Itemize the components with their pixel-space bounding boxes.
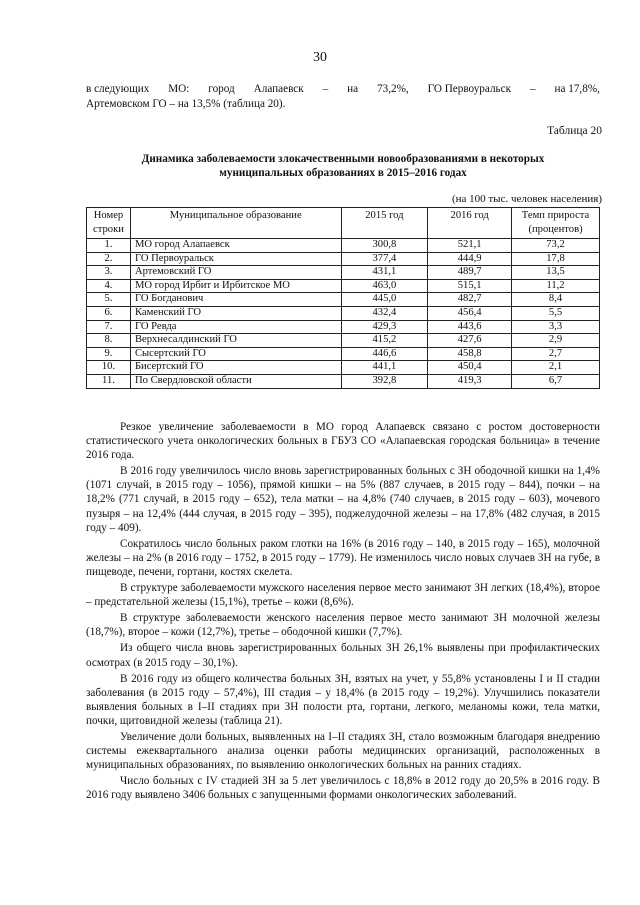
body-paragraph: В 2016 году из общего количества больных ЗН, взятых на учет, у 55,8% установлены I и II стадии заболевания (в 2015 году – 57,4%), III стадия – у 18,4% (в 2015 году – 19,2%). Улучшились показатели выявления больных в I–II стадиях при ЗН полости рта, гортани, легкого, меланомы кожи, тела матки, почки, щитовидной железы (таблица 21). (86, 672, 600, 727)
cell-growth-rate: 5,5 (512, 306, 600, 320)
cell-2016: 458,8 (428, 347, 512, 361)
cell-row-number: 5. (87, 293, 131, 307)
cell-growth-rate: 2,1 (512, 361, 600, 375)
cell-2015: 432,4 (341, 306, 428, 320)
header-2015: 2015 год (341, 208, 428, 239)
cell-municipality: Бисертский ГО (130, 361, 341, 375)
intro-word: город (208, 83, 235, 95)
cell-row-number: 3. (87, 266, 131, 280)
cell-2016: 456,4 (428, 306, 512, 320)
cell-2016: 482,7 (428, 293, 512, 307)
table-row (87, 361, 600, 375)
cell-2016: 427,6 (428, 334, 512, 348)
cell-2016: 443,6 (428, 320, 512, 334)
cell-2015: 392,8 (341, 374, 428, 388)
cell-growth-rate: 17,8 (512, 252, 600, 266)
cell-row-number: 4. (87, 279, 131, 293)
cell-2016: 444,9 (428, 252, 512, 266)
table-row (87, 239, 600, 253)
table-title-line-2: муниципальных образованиях в 2015–2016 годах (219, 167, 467, 179)
cell-2015: 445,0 (341, 293, 428, 307)
table-title (86, 152, 600, 180)
cell-2016: 419,3 (428, 374, 512, 388)
cell-municipality: ГО Богданович (130, 293, 341, 307)
cell-municipality: ГО Ревда (130, 320, 341, 334)
cell-growth-rate: 8,4 (512, 293, 600, 307)
cell-2015: 441,1 (341, 361, 428, 375)
header-growth-rate: Темп прироста (процентов) (512, 208, 600, 239)
cell-municipality: Верхнесалдинский ГО (130, 334, 341, 348)
intro-word: МО: (168, 83, 190, 95)
cell-2015: 300,8 (341, 239, 428, 253)
table-row (87, 374, 600, 388)
table-row (87, 334, 600, 348)
cell-growth-rate: 2,9 (512, 334, 600, 348)
table-header-row (87, 208, 600, 239)
intro-word: в следующих (86, 83, 150, 95)
table-body (87, 239, 600, 389)
cell-row-number: 1. (87, 239, 131, 253)
data-table (86, 207, 600, 389)
cell-growth-rate: 13,5 (512, 266, 600, 280)
cell-growth-rate: 11,2 (512, 279, 600, 293)
intro-line-2: Артемовском ГО – на 13,5% (таблица 20). (86, 98, 286, 110)
cell-row-number: 10. (87, 361, 131, 375)
cell-municipality: ГО Первоуральск (130, 252, 341, 266)
cell-growth-rate: 2,7 (512, 347, 600, 361)
cell-row-number: 2. (87, 252, 131, 266)
cell-row-number: 11. (87, 374, 131, 388)
body-paragraph: Увеличение доли больных, выявленных на I–II стадиях ЗН, стало возможным благодаря внедрению системы ежеквартального анализа оценки работы медицинских организаций, расположенных в муниципальных образованиях, по выявлению онкологических больных на ранних стадиях. (86, 730, 600, 772)
cell-row-number: 8. (87, 334, 131, 348)
intro-word: на 17,8%, (554, 83, 600, 95)
table-row (87, 252, 600, 266)
cell-2015: 415,2 (341, 334, 428, 348)
cell-row-number: 7. (87, 320, 131, 334)
table-row (87, 293, 600, 307)
table-row (87, 266, 600, 280)
intro-word: ГО Первоуральск (427, 83, 512, 95)
cell-municipality: По Свердловской области (130, 374, 341, 388)
table-row (87, 347, 600, 361)
cell-2015: 429,3 (341, 320, 428, 334)
cell-municipality: МО город Ирбит и Ирбитское МО (130, 279, 341, 293)
body-text (86, 420, 600, 804)
cell-growth-rate: 73,2 (512, 239, 600, 253)
table-row (87, 320, 600, 334)
intro-word: – (529, 83, 536, 95)
cell-2016: 515,1 (428, 279, 512, 293)
cell-growth-rate: 6,7 (512, 374, 600, 388)
cell-municipality: Артемовский ГО (130, 266, 341, 280)
table-row (87, 279, 600, 293)
cell-2015: 377,4 (341, 252, 428, 266)
body-paragraph: В структуре заболеваемости мужского населения первое место занимают ЗН легких (18,4%), второе – предстательной железы (15,1%), третье – кожи (8,6%). (86, 582, 600, 609)
cell-municipality: Сысертский ГО (130, 347, 341, 361)
intro-line-1 (86, 82, 600, 97)
cell-2016: 521,1 (428, 239, 512, 253)
header-row-number: Номер строки (87, 208, 131, 239)
table-row (87, 306, 600, 320)
intro-word: – (322, 83, 329, 95)
cell-2016: 450,4 (428, 361, 512, 375)
cell-growth-rate: 3,3 (512, 320, 600, 334)
table-title-line-1: Динамика заболеваемости злокачественными новообразованиями в некоторых (141, 153, 545, 165)
body-paragraph: Число больных с IV стадией ЗН за 5 лет увеличилось с 18,8% в 2012 году до 20,5% в 2016 году. В 2016 году выявлено 3406 больных с запущенными формами онкологических заболеваний. (86, 775, 600, 802)
cell-2015: 431,1 (341, 266, 428, 280)
header-municipality: Муниципальное образование (130, 208, 341, 239)
table-label: Таблица 20 (547, 125, 602, 137)
header-2016: 2016 год (428, 208, 512, 239)
intro-word: на (347, 83, 359, 95)
intro-word: Алапаевск (253, 83, 304, 95)
table-units: (на 100 тыс. человек населения) (451, 193, 602, 205)
cell-2016: 489,7 (428, 266, 512, 280)
cell-2015: 446,6 (341, 347, 428, 361)
intro-word: 73,2%, (377, 83, 409, 95)
cell-municipality: МО город Алапаевск (130, 239, 341, 253)
body-paragraph: В 2016 году увеличилось число вновь зарегистрированных больных с ЗН ободочной кишки на 1,4% (1071 случай, в 2015 году – 1056), прямой кишки – на 5% (887 случаев, в 2015 году – 844), почки – на 18,2% (771 случай, в 2015 году – 652), тела матки – на 4,8% (740 случаев, в 2015 году – 603), мочевого пузыря – на 12,4% (444 случая, в 2015 году – 395), поджелудочной железы – на 17,8% (482 случая, в 2015 году – 409). (86, 465, 600, 534)
intro-text (86, 82, 600, 112)
body-paragraph: В структуре заболеваемости женского населения первое место занимают ЗН молочной железы (18,7%), второе – кожи (12,7%), третье – ободочной кишки (7,7%). (86, 612, 600, 639)
cell-row-number: 9. (87, 347, 131, 361)
page-number: 30 (313, 50, 327, 65)
body-paragraph: Резкое увеличение заболеваемости в МО город Алапаевск связано с ростом достоверности статистического учета онкологических больных в ГБУЗ СО «Алапаевская городская больница» в течение 2016 года. (86, 421, 600, 462)
cell-2015: 463,0 (341, 279, 428, 293)
cell-row-number: 6. (87, 306, 131, 320)
cell-municipality: Каменский ГО (130, 306, 341, 320)
body-paragraph: Из общего числа вновь зарегистрированных больных ЗН 26,1% выявлены при профилактических осмотрах (в 2015 году – 30,1%). (86, 642, 600, 669)
body-paragraph: Сократилось число больных раком глотки на 16% (в 2016 году – 140, в 2015 году – 165), молочной железы – на 2% (в 2016 году – 1752, в 2015 году – 1779). Не изменилось число новых случаев ЗН на губе, в пищеводе, печени, гортани, костях скелета. (86, 537, 600, 578)
